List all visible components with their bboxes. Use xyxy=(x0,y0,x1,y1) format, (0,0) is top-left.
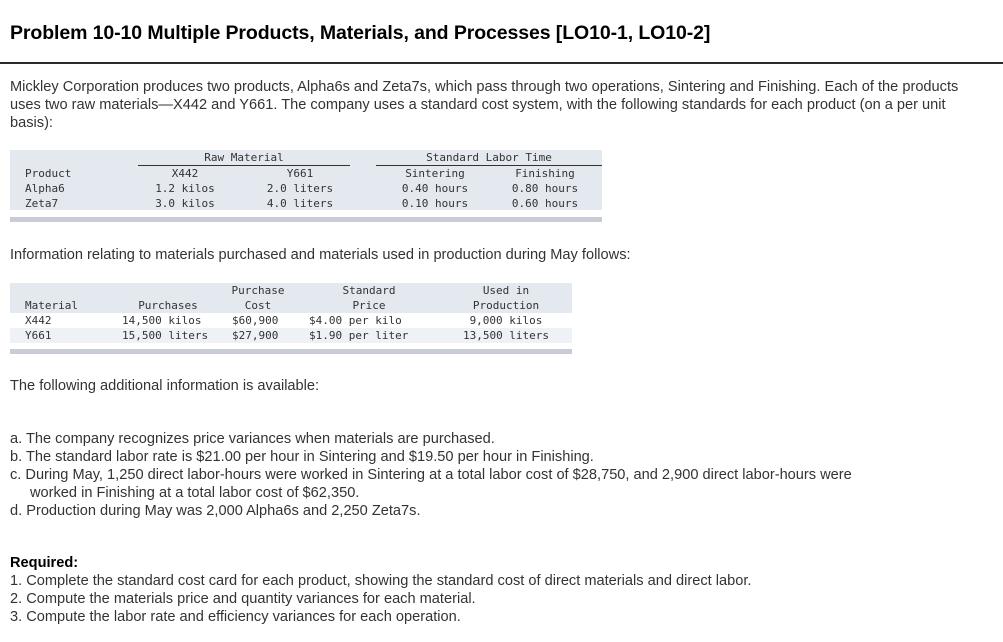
required-item-3: 3. Compute the labor rate and efficiency variances for each operation. xyxy=(10,609,461,625)
additional-item-c-continued: worked in Finishing at a total labor cost of $62,350. xyxy=(30,485,360,501)
col-header-x442: X442 xyxy=(171,167,199,180)
mat-col-price: Price xyxy=(352,299,386,312)
mat-header-top-used-in: Used in xyxy=(482,284,530,297)
materials-intro: Information relating to materials purchased and materials used in production during May follows: xyxy=(10,247,631,263)
mat-col-cost: Cost xyxy=(244,299,272,312)
mat-row-y661-production: 13,500 liters xyxy=(462,329,550,342)
raw-material-group-header: Raw Material xyxy=(204,151,284,164)
mat-row-x442-purchases: 14,500 kilos xyxy=(122,314,202,327)
col-header-finishing: Finishing xyxy=(515,167,575,180)
required-item-2: 2. Compute the materials price and quantity variances for each material. xyxy=(10,591,476,607)
row-alpha6-product: Alpha6 xyxy=(25,182,65,195)
mat-col-material: Material xyxy=(25,299,78,312)
mat-row-x442-material: X442 xyxy=(25,314,52,327)
mat-header-top-standard: Standard xyxy=(342,284,396,297)
additional-item-c: c. During May, 1,250 direct labor-hours were worked in Sintering at a total labor cost of $28,750, and 2,900 direct labor-hours were xyxy=(10,467,852,483)
standards-table xyxy=(10,150,602,222)
row-alpha6-sintering: 0.40 hours xyxy=(401,182,469,195)
additional-info-list xyxy=(10,430,985,520)
col-header-product: Product xyxy=(25,167,72,180)
row-alpha6-finishing: 0.80 hours xyxy=(511,182,579,195)
row-zeta7-y661: 4.0 liters xyxy=(266,197,334,210)
additional-item-b: b. The standard labor rate is $21.00 per hour in Sintering and $19.50 per hour in Finishing. xyxy=(10,449,594,465)
mat-row-y661-purchases: 15,500 liters xyxy=(122,329,209,342)
additional-item-d: d. Production during May was 2,000 Alpha6s and 2,250 Zeta7s. xyxy=(10,503,421,519)
row-alpha6-y661: 2.0 liters xyxy=(266,182,334,195)
row-zeta7-product: Zeta7 xyxy=(25,197,59,210)
row-zeta7-finishing: 0.60 hours xyxy=(511,197,579,210)
mat-row-x442-cost: $60,900 xyxy=(232,314,279,327)
standards-table-bottom-bar xyxy=(10,217,602,222)
row-alpha6-x442: 1.2 kilos xyxy=(155,182,215,195)
row-zeta7-sintering: 0.10 hours xyxy=(401,197,469,210)
materials-table xyxy=(10,283,572,355)
mat-col-purchases: Purchases xyxy=(138,299,198,312)
additional-intro: The following additional information is available: xyxy=(10,378,320,394)
col-header-y661: Y661 xyxy=(286,167,314,180)
required-list xyxy=(10,572,985,626)
row-zeta7-x442: 3.0 kilos xyxy=(155,197,215,210)
mat-row-y661-material: Y661 xyxy=(25,329,52,342)
required-item-1: 1. Complete the standard cost card for each product, showing the standard cost of direct materials and direct labor. xyxy=(10,573,752,589)
col-header-sintering: Sintering xyxy=(405,167,465,180)
title-divider xyxy=(0,62,1003,64)
page-title: Problem 10-10 Multiple Products, Materials, and Processes [LO10-1, LO10-2] xyxy=(10,22,711,44)
mat-row-y661-price: $1.90 per liter xyxy=(309,329,409,342)
mat-col-production: Production xyxy=(472,299,540,312)
materials-table-bottom-bar xyxy=(10,349,572,354)
mat-header-top-purchase: Purchase xyxy=(231,284,285,297)
mat-row-x442-production: 9,000 kilos xyxy=(469,314,543,327)
required-label: Required: xyxy=(10,555,79,571)
mat-row-x442-price: $4.00 per kilo xyxy=(309,314,402,327)
additional-item-a: a. The company recognizes price variances when materials are purchased. xyxy=(10,431,495,447)
intro-paragraph: Mickley Corporation produces two products, Alpha6s and Zeta7s, which pass through two operations, Sintering and Finishing. Each of the products uses two raw materials—X442 and Y661. The company uses a standard cost system, with the following standards for each product (on a per unit basis): xyxy=(10,79,959,131)
mat-row-y661-cost: $27,900 xyxy=(232,329,279,342)
labor-group-header: Standard Labor Time xyxy=(426,151,552,164)
